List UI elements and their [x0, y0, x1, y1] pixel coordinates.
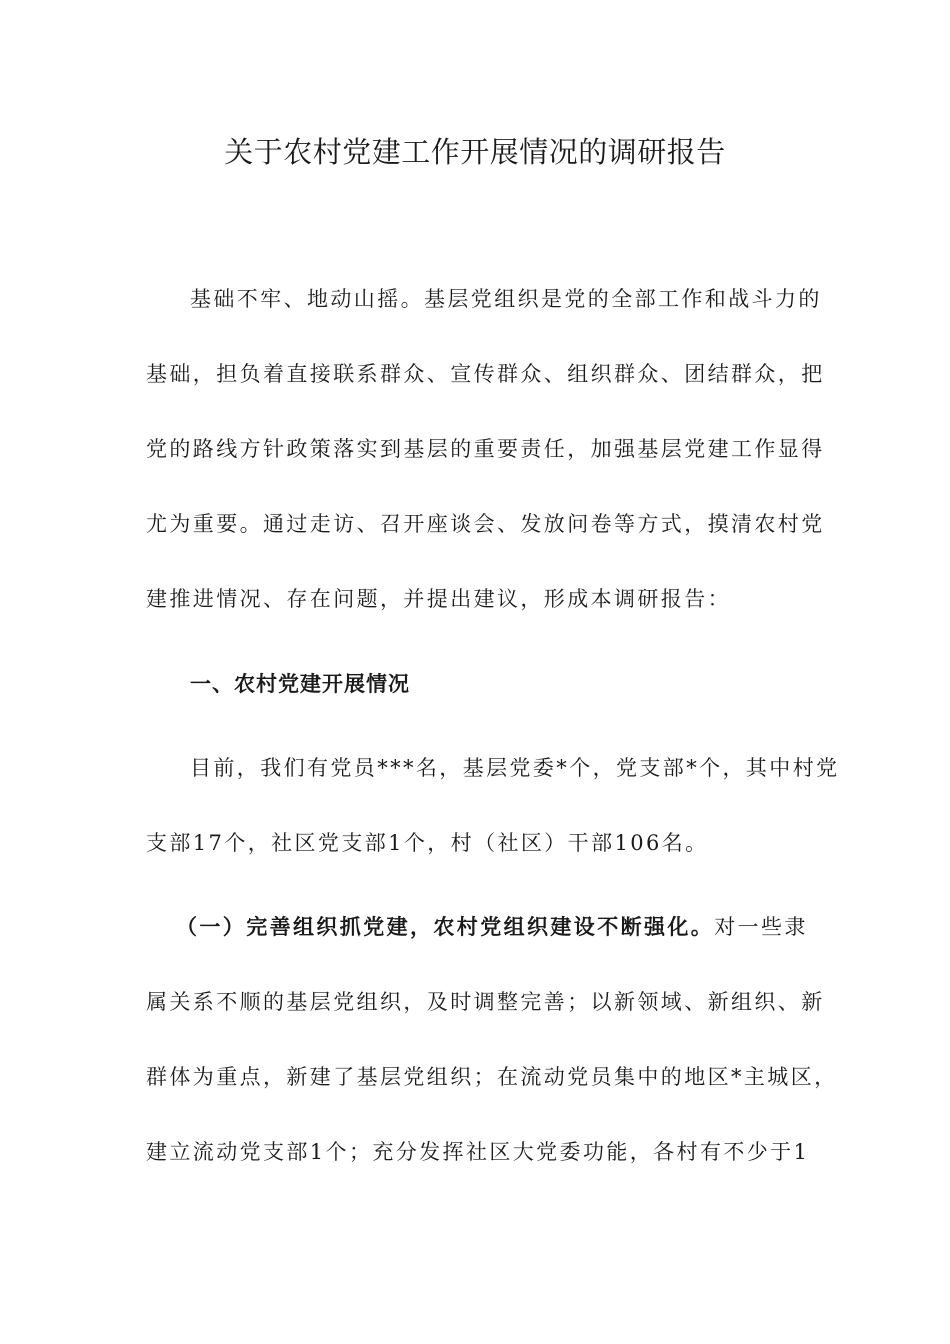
section-line-1: 目前，我们有党员***名，基层党委*个，党支部*个，其中村党 — [190, 756, 840, 780]
subsection-line-1-rest: 对一些隶 — [714, 915, 808, 939]
section-heading: 一、农村党建开展情况 — [190, 672, 410, 696]
subsection-line-2: 属关系不顺的基层党组织，及时调整完善；以新领域、新组织、新 — [146, 990, 825, 1014]
intro-line-1: 基础不牢、地动山摇。基层党组织是党的全部工作和战斗力的 — [190, 287, 822, 311]
intro-line-3: 党的路线方针政策落实到基层的重要责任，加强基层党建工作显得 — [146, 437, 825, 461]
intro-line-4: 尤为重要。通过走访、召开座谈会、发放问卷等方式，摸清农村党 — [146, 512, 825, 536]
subsection-line-4: 建立流动党支部1个；充分发挥社区大党委功能，各村有不少于1 — [146, 1140, 810, 1164]
document-title: 关于农村党建工作开展情况的调研报告 — [224, 135, 726, 169]
subsection-line-1 — [176, 912, 806, 942]
subsection-heading: （一）完善组织抓党建，农村党组织建设不断强化。 — [176, 914, 715, 939]
section-line-2: 支部17个，社区党支部1个，村（社区）干部106名。 — [146, 831, 709, 855]
intro-line-5: 建推进情况、存在问题，并提出建议，形成本调研报告： — [146, 587, 731, 611]
intro-line-2: 基础，担负着直接联系群众、宣传群众、组织群众、团结群众，把 — [146, 362, 825, 386]
subsection-line-3: 群体为重点，新建了基层党组织；在流动党员集中的地区*主城区， — [146, 1065, 838, 1089]
